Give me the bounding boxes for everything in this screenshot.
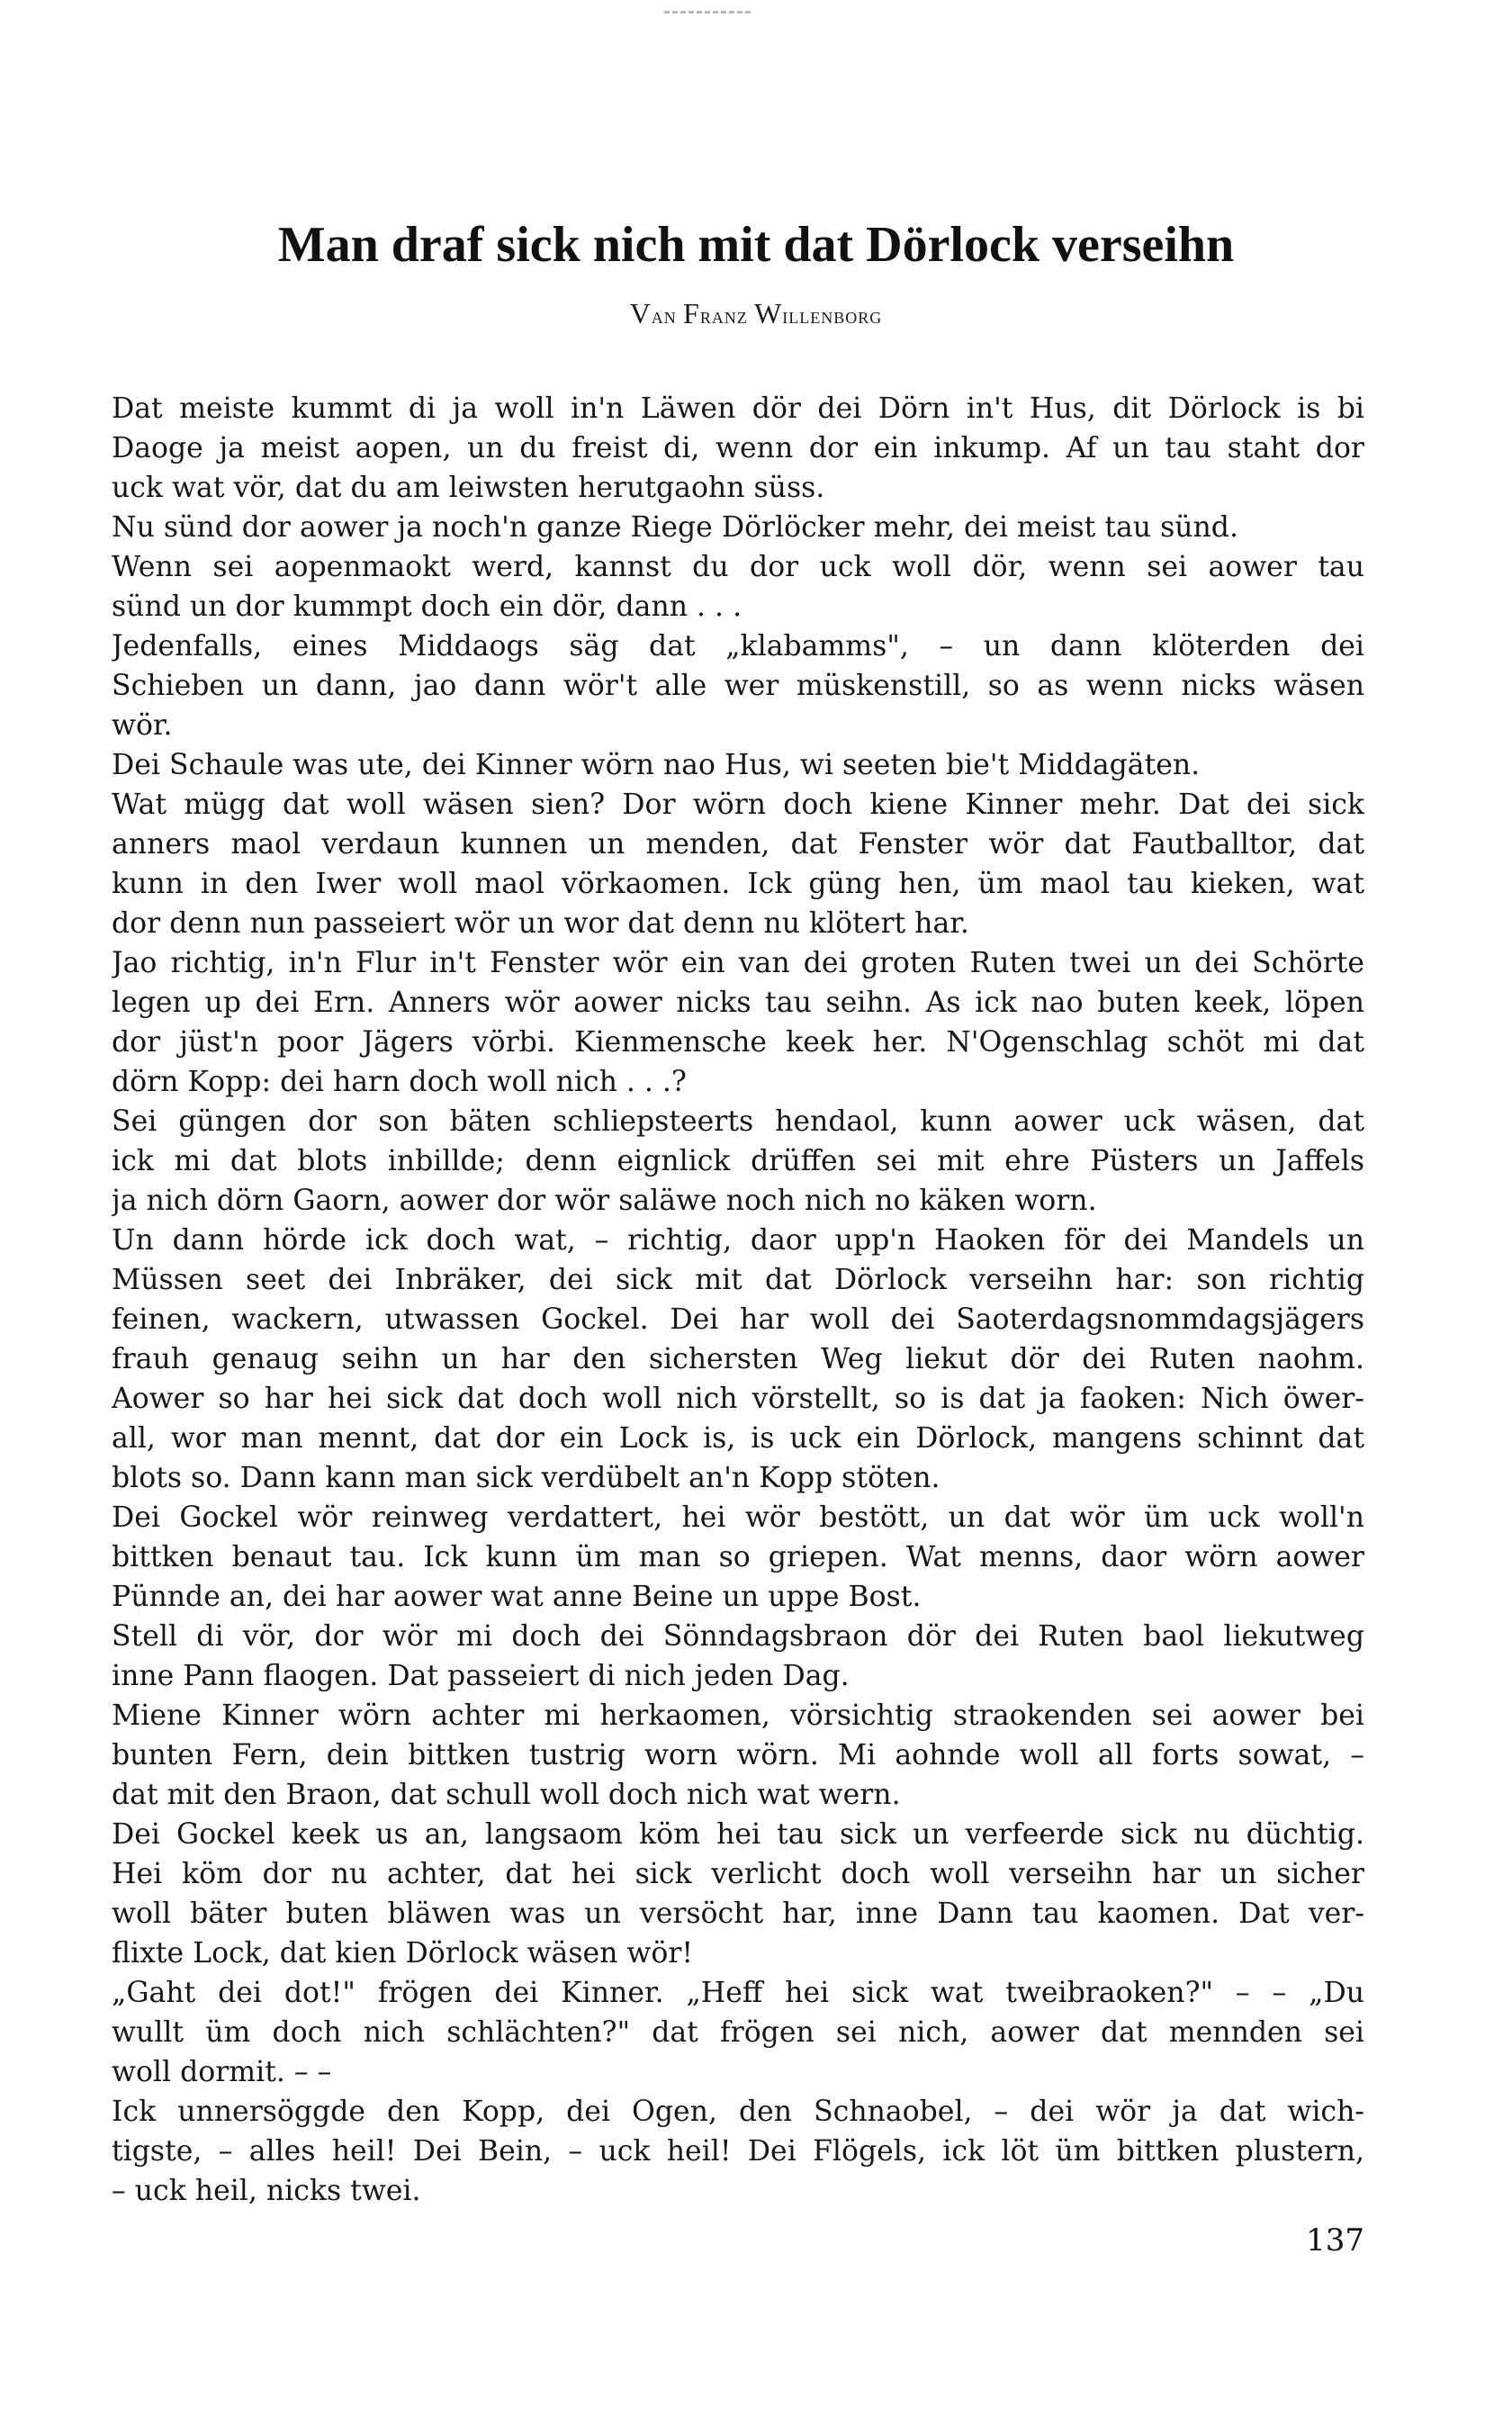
text-line: Ick unnersöggde den Kopp, dei Ogen, den Schnaobel, – dei wör ja dat wich- (112, 2096, 1364, 2128)
text-line: Stell di vör, dor wör mi doch dei Sönndagsbraon dör dei Ruten baol liekutweg (112, 1620, 1364, 1653)
text-line: dörn Kopp: dei harn doch woll nich . . .? (112, 1066, 687, 1098)
page-title: Man draf sick nich mit dat Dörlock verseihn (277, 217, 1235, 273)
text-line: anners maol verdaun kunnen un menden, dat Fenster wör dat Fautballtor, dat (112, 828, 1364, 861)
scan-edge-mark (664, 11, 751, 14)
text-line: uck wat vör, dat du am leiwsten herutgaohn süss. (112, 472, 825, 504)
author-byline (0, 295, 1512, 335)
text-line: Dei Gockel wör reinweg verdattert, hei wör bestött, un dat wör üm uck woll'n (112, 1501, 1364, 1534)
text-line: inne Pann flaogen. Dat passeiert di nich jeden Dag. (112, 1660, 850, 1692)
text-line: flixte Lock, dat kien Dörlock wäsen wör! (112, 1937, 694, 1970)
text-line: Dat meiste kummt di ja woll in'n Läwen dör dei Dörn in't Hus, dit Dörlock is bi (112, 392, 1364, 425)
text-line: Dei Gockel keek us an, langsaom köm hei tau sick un verfeerde sick nu düchtig. (112, 1818, 1364, 1851)
text-line: Hei köm dor nu achter, dat hei sick verlicht doch woll verseihn har un sicher (112, 1858, 1364, 1890)
author-last-name: Willenborg (754, 297, 883, 329)
text-line: Wenn sei aopenmaokt werd, kannst du dor uck woll dör, wenn sei aower tau (112, 551, 1364, 583)
text-line: Pünnde an, dei har aower wat anne Beine un uppe Bost. (112, 1581, 922, 1613)
text-line: blots so. Dann kann man sick verdübelt an'n Kopp stöten. (112, 1462, 940, 1494)
byline-prefix: Van (629, 297, 677, 329)
text-line: feinen, wackern, utwassen Gockel. Dei har woll dei Saoterdagsnommdagsjägers (112, 1303, 1364, 1336)
text-line: dat mit den Braon, dat schull woll doch nich wat wern. (112, 1779, 901, 1811)
text-line: Sei güngen dor son bäten schliepsteerts hendaol, kunn aower uck wäsen, dat (112, 1105, 1364, 1138)
text-line: – uck heil, nicks twei. (112, 2175, 421, 2207)
text-line: frauh genaug seihn un har den sichersten Weg liekut dör dei Ruten naohm. (112, 1343, 1364, 1375)
text-line: sünd un dor kummpt doch ein dör, dann . . . (112, 590, 742, 623)
text-line: Un dann hörde ick doch wat, – richtig, daor upp'n Haoken för dei Mandels un (112, 1224, 1364, 1257)
text-line: Dei Schaule was ute, dei Kinner wörn nao Hus, wi seeten bie't Middagäten. (112, 749, 1201, 781)
text-line: Jao richtig, in'n Flur in't Fenster wör ein van dei groten Ruten twei un dei Schörte (112, 947, 1364, 979)
text-line: Nu sünd dor aower ja noch'n ganze Riege Dörlöcker mehr, dei meist tau sünd. (112, 511, 1238, 544)
text-line: kunn in den Iwer woll maol vörkaomen. Ick güng hen, üm maol tau kieken, wat (112, 868, 1364, 900)
text-line: Aower so har hei sick dat doch woll nich vörstellt, so is dat ja faoken: Nich öwer- (112, 1383, 1364, 1415)
text-line: dor jüst'n poor Jägers vörbi. Kienmensche keek her. N'Ogenschlag schöt mi dat (112, 1026, 1364, 1059)
author-first-name: Franz (683, 297, 748, 329)
text-line: Wat mügg dat woll wäsen sien? Dor wörn doch kiene Kinner mehr. Dat dei sick (112, 789, 1364, 821)
text-line: bunten Fern, dein bittken tustrig worn wörn. Mi aohnde woll all forts sowat, – (112, 1739, 1364, 1771)
text-line: Jedenfalls, eines Middaogs säg dat „klabamms", – un dann klöterden dei (112, 630, 1364, 663)
body-text (112, 389, 1364, 2211)
text-line: ick mi dat blots inbillde; denn eignlick drüffen sei mit ehre Püsters un Jaffels (112, 1145, 1364, 1177)
text-line: all, wor man mennt, dat dor ein Lock is, is uck ein Dörlock, mangens schinnt dat (112, 1422, 1364, 1455)
text-line: ja nich dörn Gaorn, aower dor wör saläwe noch nich no käken worn. (112, 1185, 1097, 1217)
text-line: woll bäter buten bläwen was un versöcht har, inne Dann tau kaomen. Dat ver- (112, 1898, 1364, 1930)
text-line: bittken benaut tau. Ick kunn üm man so griepen. Wat menns, daor wörn aower (112, 1541, 1364, 1573)
text-line: legen up dei Ern. Anners wör aower nicks tau seihn. As ick nao buten keek, löpen (112, 987, 1364, 1019)
text-line: wör. (112, 709, 173, 742)
text-line: tigste, – alles heil! Dei Bein, – uck heil! Dei Flögels, ick löt üm bittken plustern, (112, 2135, 1364, 2168)
text-line: Schieben un dann, jao dann wör't alle wer müskenstill, so as wenn nicks wäsen (112, 670, 1364, 702)
text-line: Müssen seet dei Inbräker, dei sick mit dat Dörlock verseihn har: son richtig (112, 1264, 1364, 1296)
page-number: 137 (1306, 2222, 1364, 2258)
text-line: Miene Kinner wörn achter mi herkaomen, vörsichtig straokenden sei aower bei (112, 1699, 1364, 1732)
text-line: dor denn nun passeiert wör un wor dat denn nu klötert har. (112, 907, 969, 940)
text-line: „Gaht dei dot!" frögen dei Kinner. „Heff hei sick wat tweibraoken?" – – „Du (112, 1977, 1364, 2009)
text-line: Daoge ja meist aopen, un du freist di, wenn dor ein inkump. Af un tau staht dor (112, 432, 1364, 464)
text-line: woll dormit. – – (112, 2056, 332, 2088)
text-line: wullt üm doch nich schlächten?" dat frögen sei nich, aower dat mennden sei (112, 2016, 1364, 2049)
